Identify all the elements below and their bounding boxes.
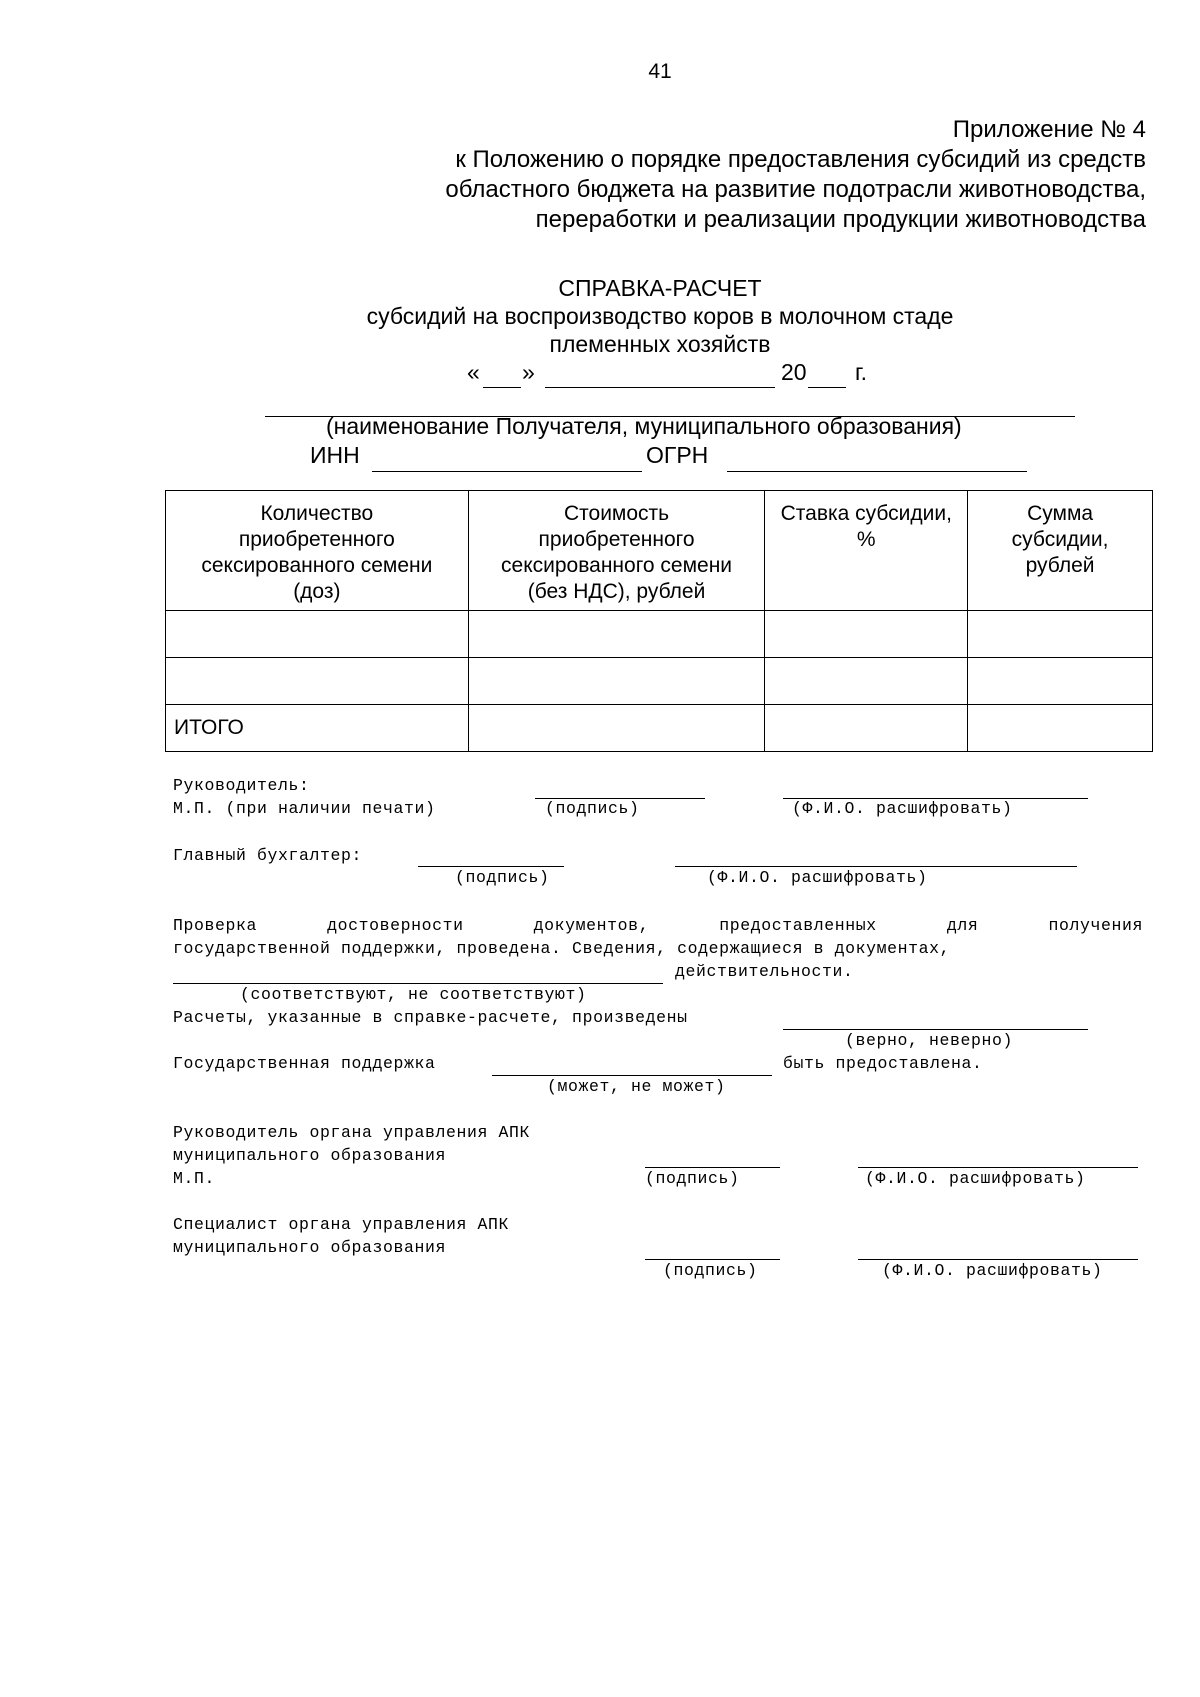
document-subtitle-2: племенных хозяйств	[549, 331, 771, 357]
ogrn-blank[interactable]	[727, 471, 1027, 472]
accountant-signature-caption: (подпись)	[455, 868, 550, 887]
table-cell[interactable]	[166, 658, 469, 705]
verification-status-caption: (соответствуют, не соответствуют)	[240, 985, 587, 1004]
table-header-row	[166, 491, 1153, 611]
date-year-suffix: г.	[855, 359, 867, 385]
total-label: ИТОГО	[166, 705, 469, 752]
apk-specialist-name-caption: (Ф.И.О. расшифровать)	[882, 1261, 1103, 1280]
appendix-line-2: областного бюджета на развитие подотрасли животноводства,	[445, 176, 1146, 203]
apk-head-line-2: муниципального образования	[173, 1146, 447, 1165]
apk-specialist-line-2: муниципального образования	[173, 1238, 447, 1257]
date-year-prefix: 20	[781, 359, 807, 385]
head-signature-caption: (подпись)	[545, 799, 640, 818]
support-status-caption: (может, не может)	[547, 1077, 726, 1096]
apk-head-name-caption: (Ф.И.О. расшифровать)	[865, 1169, 1086, 1188]
document-title: СПРАВКА-РАСЧЕТ	[558, 275, 762, 301]
inn-label: ИНН	[310, 442, 360, 468]
appendix-title: Приложение № 4	[952, 116, 1146, 143]
support-text: Государственная поддержка	[173, 1054, 436, 1073]
verification-line-2: государственной поддержки, проведена. Сведения, содержащиеся в документах,	[173, 939, 951, 958]
table-cell[interactable]	[166, 611, 469, 658]
apk-head-stamp: М.П.	[173, 1169, 216, 1188]
verification-line-1: Проверка достоверности документов, предоставленных для получения	[173, 916, 1143, 935]
date-close-quote: »	[522, 359, 535, 385]
table-cell[interactable]	[968, 611, 1153, 658]
recipient-caption: (наименование Получателя, муниципального образования)	[326, 413, 962, 439]
date-day-blank[interactable]	[483, 387, 521, 388]
verification-line-3-tail: действительности.	[675, 962, 854, 981]
head-stamp: М.П. (при наличии печати)	[173, 799, 436, 818]
ogrn-label: ОГРН	[646, 442, 709, 468]
document-subtitle-1: субсидий на воспроизводство коров в молочном стаде	[366, 303, 954, 329]
date-month-blank[interactable]	[545, 387, 775, 388]
apk-head-line-1: Руководитель органа управления АПК	[173, 1123, 531, 1142]
chief-accountant-label: Главный бухгалтер:	[173, 846, 363, 865]
inn-blank[interactable]	[372, 471, 642, 472]
apk-specialist-signature-caption: (подпись)	[663, 1261, 758, 1280]
calc-status-caption: (верно, неверно)	[845, 1031, 1014, 1050]
header-rate: Ставка субсидии, %	[765, 491, 968, 611]
table-row	[166, 611, 1153, 658]
table-cell[interactable]	[468, 705, 765, 752]
table-cell[interactable]	[468, 658, 765, 705]
appendix-line-3: переработки и реализации продукции животноводства	[535, 206, 1146, 233]
page-number: 41	[648, 60, 672, 83]
support-tail: быть предоставлена.	[783, 1054, 983, 1073]
table-row	[166, 658, 1153, 705]
table-cell[interactable]	[765, 705, 968, 752]
subsidy-calculation-table	[165, 490, 1153, 752]
date-year-blank[interactable]	[808, 387, 846, 388]
calc-text: Расчеты, указанные в справке-расчете, произведены	[173, 1008, 688, 1027]
head-label: Руководитель:	[173, 776, 310, 795]
head-name-caption: (Ф.И.О. расшифровать)	[792, 799, 1013, 818]
apk-head-signature-caption: (подпись)	[645, 1169, 740, 1188]
table-cell[interactable]	[968, 658, 1153, 705]
table-cell[interactable]	[468, 611, 765, 658]
date-open-quote: «	[467, 359, 480, 385]
apk-specialist-line-1: Специалист органа управления АПК	[173, 1215, 510, 1234]
accountant-name-caption: (Ф.И.О. расшифровать)	[707, 868, 928, 887]
table-cell[interactable]	[765, 658, 968, 705]
appendix-line-1: к Положению о порядке предоставления субсидий из средств	[455, 146, 1146, 173]
table-cell[interactable]	[765, 611, 968, 658]
table-total-row	[166, 705, 1153, 752]
header-amount: Сумма субсидии, рублей	[968, 491, 1153, 611]
table-cell[interactable]	[968, 705, 1153, 752]
header-cost: Стоимость приобретенного сексированного семени (без НДС), рублей	[468, 491, 765, 611]
header-quantity: Количество приобретенного сексированного семени (доз)	[166, 491, 469, 611]
